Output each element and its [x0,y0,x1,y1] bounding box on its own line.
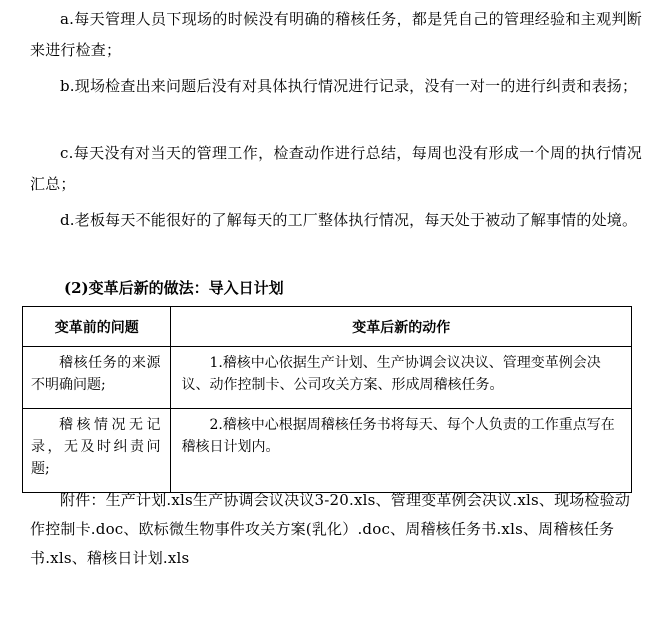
paragraph-c: c.每天没有对当天的管理工作，检查动作进行总结，每周也没有形成一个周的执行情况汇总； [30,144,642,193]
section-heading: (2)变革后新的做法：导入日计划 [64,279,284,297]
attachments-paragraph: 附件：生产计划.xls生产协调会议决议3-20.xls、管理变革例会决议.xls、现场检验动作控制卡.doc、欧标微生物事件攻关方案(乳化）.doc、周稽核任务书.xls、周稽核任务书.xls、稽核日计划.xls [30,491,631,567]
problem-cell: 稽核情况无记录，无及时纠责问题; [23,409,171,493]
table-row [23,409,632,493]
action-cell: 1.稽核中心依据生产计划、生产协调会议决议、管理变革例会决议、动作控制卡、公司攻关方案、形成周稽核任务。 [171,347,632,409]
paragraph-a: a.每天管理人员下现场的时候没有明确的稽核任务，都是凭自己的管理经验和主观判断来进行检查； [30,10,642,59]
header-before-problems: 变革前的问题 [23,307,171,347]
paragraph-b: b.现场检查出来问题后没有对具体执行情况进行记录，没有一对一的进行纠责和表扬； [60,77,638,95]
table-row [23,347,632,409]
table-header-row [23,307,632,347]
paragraph-d: d.老板每天不能很好的了解每天的工厂整体执行情况，每天处于被动了解事情的处境。 [60,211,638,229]
header-after-actions: 变革后新的动作 [171,307,632,347]
problem-cell: 稽核任务的来源不明确问题; [23,347,171,409]
action-cell: 2.稽核中心根据周稽核任务书将每天、每个人负责的工作重点写在稽核日计划内。 [171,409,632,493]
change-table [22,306,632,493]
